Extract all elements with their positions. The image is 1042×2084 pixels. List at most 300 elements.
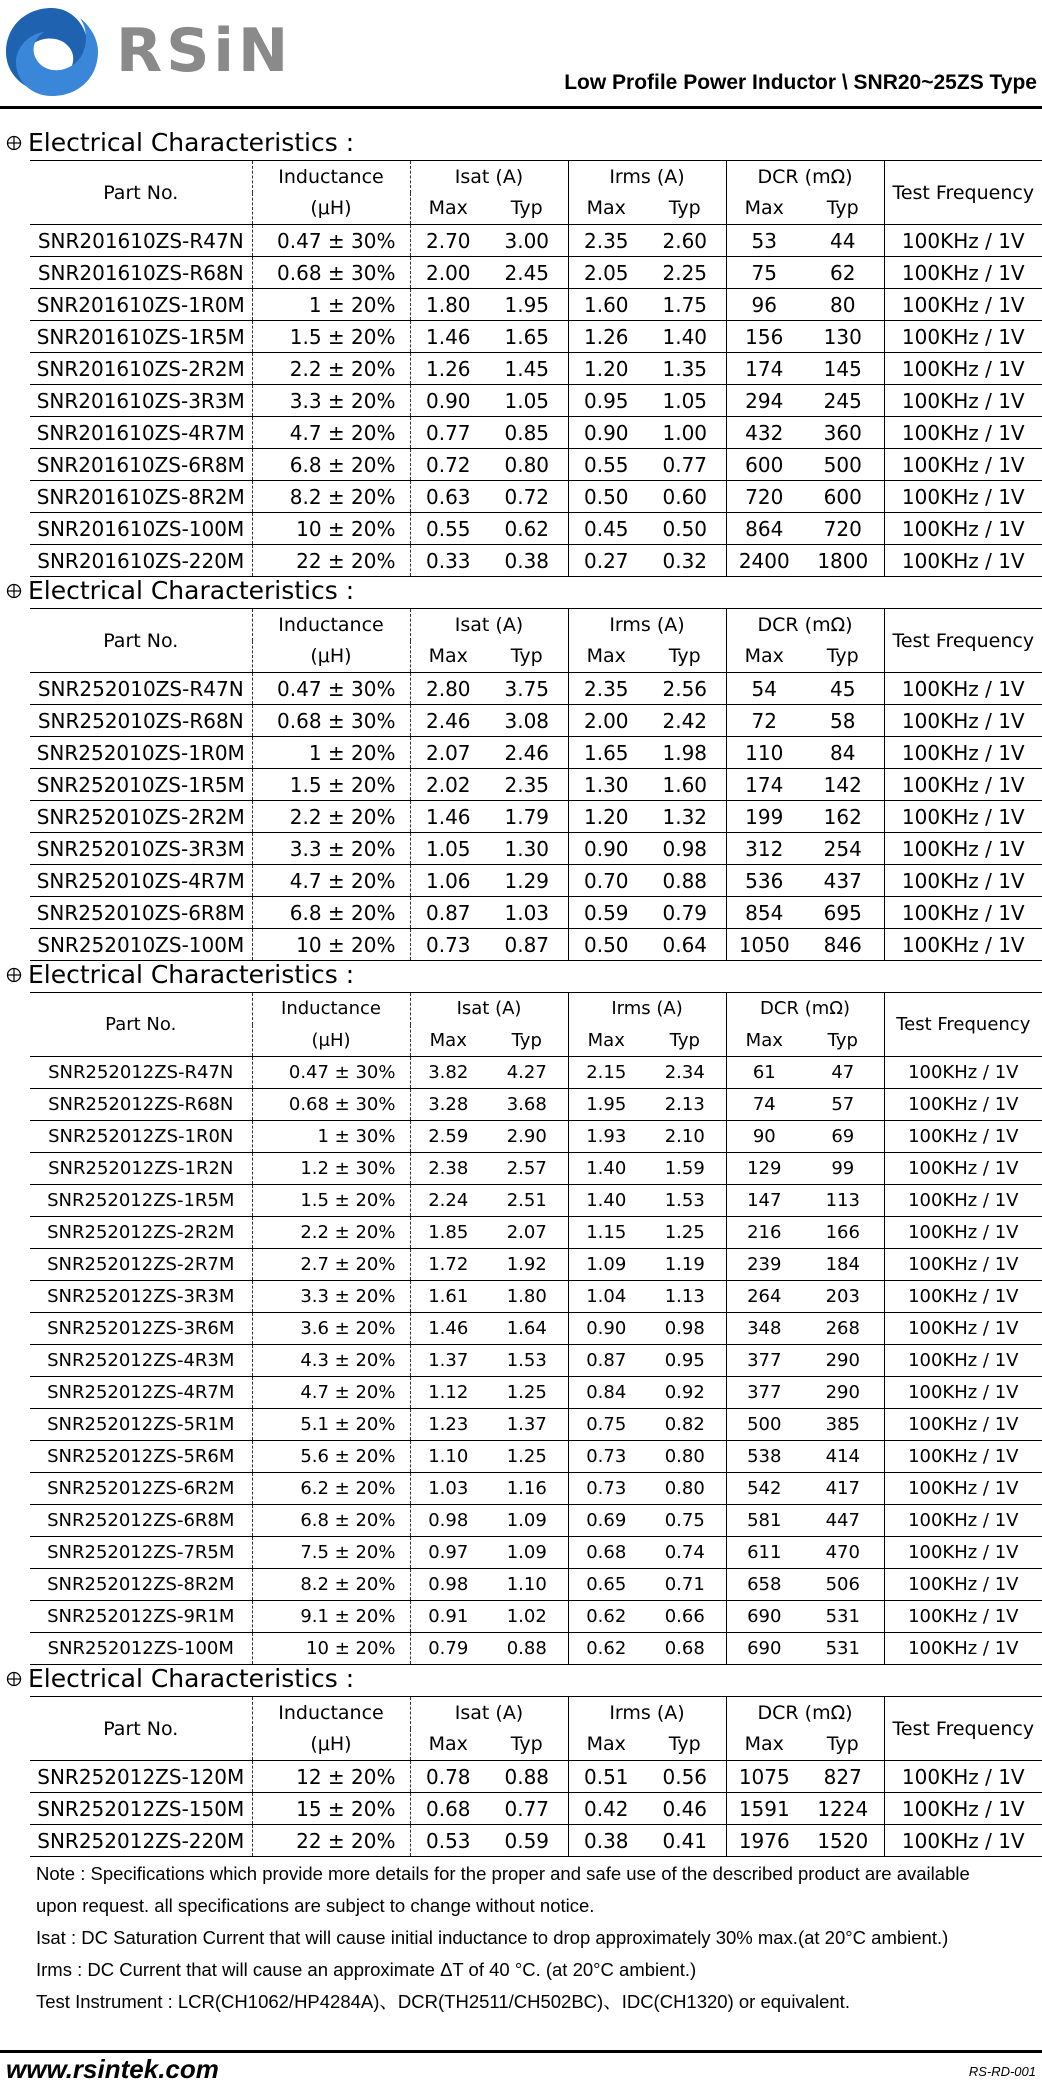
cell-irms-max: 0.50 bbox=[568, 481, 644, 513]
cell-isat-typ: 2.45 bbox=[486, 257, 568, 289]
cell-dcr-max: 690 bbox=[726, 1601, 802, 1633]
cell-isat-typ: 0.87 bbox=[486, 929, 568, 961]
cell-part-number: SNR252012ZS-4R3M bbox=[30, 1345, 252, 1377]
section-title-text: Electrical Characteristics : bbox=[28, 960, 355, 989]
table-row bbox=[30, 353, 1042, 385]
cell-inductance: 3.3 ± 20% bbox=[252, 385, 410, 417]
brand-name: RSiN bbox=[116, 16, 293, 86]
cell-part-number: SNR252010ZS-6R8M bbox=[30, 897, 252, 929]
header-inductance: Inductance bbox=[252, 1697, 410, 1729]
cell-test-frequency: 100KHz / 1V bbox=[884, 417, 1042, 449]
cell-inductance: 10 ± 20% bbox=[252, 929, 410, 961]
header-irms: Irms (A) bbox=[568, 161, 726, 193]
header-part-no: Part No. bbox=[30, 993, 252, 1057]
cell-isat-typ: 0.88 bbox=[486, 1633, 568, 1665]
cell-dcr-max: 690 bbox=[726, 1633, 802, 1665]
cell-dcr-max: 96 bbox=[726, 289, 802, 321]
table-row bbox=[30, 1281, 1042, 1313]
cell-part-number: SNR252012ZS-3R3M bbox=[30, 1281, 252, 1313]
cell-dcr-typ: 162 bbox=[802, 801, 884, 833]
cell-dcr-max: 1976 bbox=[726, 1825, 802, 1857]
table-row bbox=[30, 737, 1042, 769]
cell-isat-max: 0.91 bbox=[410, 1601, 486, 1633]
cell-dcr-typ: 695 bbox=[802, 897, 884, 929]
cell-test-frequency: 100KHz / 1V bbox=[884, 1761, 1042, 1793]
cell-inductance: 1.5 ± 20% bbox=[252, 321, 410, 353]
header-dcr-max: Max bbox=[726, 193, 802, 225]
cell-isat-typ: 1.95 bbox=[486, 289, 568, 321]
cell-dcr-max: 110 bbox=[726, 737, 802, 769]
cell-inductance: 9.1 ± 20% bbox=[252, 1601, 410, 1633]
cell-part-number: SNR252010ZS-2R2M bbox=[30, 801, 252, 833]
cell-test-frequency: 100KHz / 1V bbox=[884, 545, 1042, 577]
note-line: Irms : DC Current that will cause an approximate ΔT of 40 °C. (at 20°C ambient.) bbox=[36, 1959, 697, 1980]
table-header-row bbox=[30, 993, 1042, 1025]
page-header bbox=[0, 0, 1042, 110]
cell-test-frequency: 100KHz / 1V bbox=[884, 1057, 1042, 1089]
cell-part-number: SNR252012ZS-2R2M bbox=[30, 1217, 252, 1249]
cell-irms-typ: 0.41 bbox=[644, 1825, 726, 1857]
cell-dcr-max: 854 bbox=[726, 897, 802, 929]
cell-irms-typ: 0.77 bbox=[644, 449, 726, 481]
table-row bbox=[30, 449, 1042, 481]
cell-dcr-max: 542 bbox=[726, 1473, 802, 1505]
cell-test-frequency: 100KHz / 1V bbox=[884, 1121, 1042, 1153]
cell-isat-max: 1.10 bbox=[410, 1441, 486, 1473]
cell-dcr-typ: 80 bbox=[802, 289, 884, 321]
cell-dcr-typ: 245 bbox=[802, 385, 884, 417]
table-row bbox=[30, 1409, 1042, 1441]
cell-isat-max: 1.12 bbox=[410, 1377, 486, 1409]
header-inductance-unit: (μH) bbox=[252, 1729, 410, 1761]
cell-irms-typ: 0.46 bbox=[644, 1793, 726, 1825]
cell-isat-typ: 1.25 bbox=[486, 1441, 568, 1473]
table-row bbox=[30, 897, 1042, 929]
cell-irms-max: 0.50 bbox=[568, 929, 644, 961]
cell-dcr-max: 294 bbox=[726, 385, 802, 417]
cell-irms-max: 1.95 bbox=[568, 1089, 644, 1121]
cell-test-frequency: 100KHz / 1V bbox=[884, 481, 1042, 513]
cell-dcr-max: 500 bbox=[726, 1409, 802, 1441]
cell-part-number: SNR201610ZS-1R0M bbox=[30, 289, 252, 321]
cell-irms-typ: 2.60 bbox=[644, 225, 726, 257]
cell-dcr-typ: 57 bbox=[802, 1089, 884, 1121]
cell-inductance: 0.68 ± 30% bbox=[252, 257, 410, 289]
cell-isat-max: 1.46 bbox=[410, 1313, 486, 1345]
cell-dcr-max: 75 bbox=[726, 257, 802, 289]
cell-irms-typ: 1.13 bbox=[644, 1281, 726, 1313]
table-row bbox=[30, 1473, 1042, 1505]
cell-inductance: 22 ± 20% bbox=[252, 1825, 410, 1857]
cell-inductance: 5.6 ± 20% bbox=[252, 1441, 410, 1473]
cell-inductance: 3.6 ± 20% bbox=[252, 1313, 410, 1345]
cell-isat-max: 2.00 bbox=[410, 257, 486, 289]
cell-part-number: SNR252010ZS-3R3M bbox=[30, 833, 252, 865]
cell-irms-typ: 1.32 bbox=[644, 801, 726, 833]
table-row bbox=[30, 1345, 1042, 1377]
cell-dcr-typ: 846 bbox=[802, 929, 884, 961]
cell-isat-max: 0.55 bbox=[410, 513, 486, 545]
cell-test-frequency: 100KHz / 1V bbox=[884, 1601, 1042, 1633]
header-dcr-typ: Typ bbox=[802, 193, 884, 225]
header-inductance: Inductance bbox=[252, 993, 410, 1025]
cell-part-number: SNR252010ZS-4R7M bbox=[30, 865, 252, 897]
cell-part-number: SNR201610ZS-100M bbox=[30, 513, 252, 545]
table-row bbox=[30, 1249, 1042, 1281]
cell-isat-typ: 1.16 bbox=[486, 1473, 568, 1505]
cell-isat-typ: 1.29 bbox=[486, 865, 568, 897]
header-irms-max: Max bbox=[568, 193, 644, 225]
cell-dcr-typ: 130 bbox=[802, 321, 884, 353]
table-row bbox=[30, 1217, 1042, 1249]
cell-isat-max: 3.28 bbox=[410, 1089, 486, 1121]
cell-part-number: SNR201610ZS-220M bbox=[30, 545, 252, 577]
cell-part-number: SNR252012ZS-R68N bbox=[30, 1089, 252, 1121]
cell-irms-max: 1.65 bbox=[568, 737, 644, 769]
cell-irms-max: 0.73 bbox=[568, 1441, 644, 1473]
cell-dcr-max: 348 bbox=[726, 1313, 802, 1345]
cell-irms-typ: 0.50 bbox=[644, 513, 726, 545]
cell-part-number: SNR201610ZS-4R7M bbox=[30, 417, 252, 449]
header-isat-max: Max bbox=[410, 193, 486, 225]
table-row bbox=[30, 865, 1042, 897]
cell-isat-typ: 1.65 bbox=[486, 321, 568, 353]
cell-part-number: SNR252012ZS-8R2M bbox=[30, 1569, 252, 1601]
cell-isat-typ: 3.00 bbox=[486, 225, 568, 257]
cell-isat-typ: 1.03 bbox=[486, 897, 568, 929]
cell-isat-max: 1.72 bbox=[410, 1249, 486, 1281]
cell-dcr-typ: 1520 bbox=[802, 1825, 884, 1857]
header-test-frequency: Test Frequency bbox=[884, 609, 1042, 673]
cell-isat-max: 0.90 bbox=[410, 385, 486, 417]
cell-isat-typ: 0.85 bbox=[486, 417, 568, 449]
cell-test-frequency: 100KHz / 1V bbox=[884, 897, 1042, 929]
table-row bbox=[30, 801, 1042, 833]
cell-test-frequency: 100KHz / 1V bbox=[884, 1473, 1042, 1505]
header-divider bbox=[0, 106, 1042, 109]
cell-irms-typ: 0.88 bbox=[644, 865, 726, 897]
cell-part-number: SNR252012ZS-1R5M bbox=[30, 1185, 252, 1217]
cell-dcr-typ: 417 bbox=[802, 1473, 884, 1505]
notes-block bbox=[36, 1858, 1036, 2018]
cell-inductance: 1.2 ± 30% bbox=[252, 1153, 410, 1185]
header-isat: Isat (A) bbox=[410, 161, 568, 193]
cell-test-frequency: 100KHz / 1V bbox=[884, 705, 1042, 737]
cell-irms-typ: 0.71 bbox=[644, 1569, 726, 1601]
cell-test-frequency: 100KHz / 1V bbox=[884, 1153, 1042, 1185]
cell-dcr-typ: 1224 bbox=[802, 1793, 884, 1825]
header-dcr-typ: Typ bbox=[802, 1025, 884, 1057]
crosshair-circle-icon bbox=[6, 967, 22, 983]
cell-test-frequency: 100KHz / 1V bbox=[884, 225, 1042, 257]
cell-isat-typ: 0.80 bbox=[486, 449, 568, 481]
document-code: RS-RD-001 bbox=[968, 2064, 1036, 2079]
cell-dcr-typ: 184 bbox=[802, 1249, 884, 1281]
header-irms: Irms (A) bbox=[568, 609, 726, 641]
header-part-no: Part No. bbox=[30, 161, 252, 225]
cell-irms-max: 1.26 bbox=[568, 321, 644, 353]
header-dcr-max: Max bbox=[726, 641, 802, 673]
cell-dcr-max: 312 bbox=[726, 833, 802, 865]
cell-irms-typ: 2.42 bbox=[644, 705, 726, 737]
section-title bbox=[6, 576, 354, 606]
cell-inductance: 4.7 ± 20% bbox=[252, 865, 410, 897]
cell-irms-typ: 1.25 bbox=[644, 1217, 726, 1249]
cell-isat-typ: 0.59 bbox=[486, 1825, 568, 1857]
cell-isat-typ: 1.02 bbox=[486, 1601, 568, 1633]
header-irms-typ: Typ bbox=[644, 1729, 726, 1761]
cell-dcr-max: 74 bbox=[726, 1089, 802, 1121]
cell-isat-typ: 3.75 bbox=[486, 673, 568, 705]
cell-isat-max: 2.80 bbox=[410, 673, 486, 705]
cell-irms-max: 1.40 bbox=[568, 1153, 644, 1185]
table-row bbox=[30, 1569, 1042, 1601]
cell-irms-max: 0.84 bbox=[568, 1377, 644, 1409]
cell-isat-typ: 1.25 bbox=[486, 1377, 568, 1409]
cell-inductance: 1.5 ± 20% bbox=[252, 769, 410, 801]
cell-dcr-max: 156 bbox=[726, 321, 802, 353]
cell-isat-typ: 1.64 bbox=[486, 1313, 568, 1345]
crosshair-circle-icon bbox=[6, 583, 22, 599]
cell-part-number: SNR252012ZS-4R7M bbox=[30, 1377, 252, 1409]
electrical-characteristics-table bbox=[30, 992, 1042, 1665]
cell-isat-max: 1.06 bbox=[410, 865, 486, 897]
cell-dcr-typ: 1800 bbox=[802, 545, 884, 577]
cell-dcr-max: 216 bbox=[726, 1217, 802, 1249]
cell-dcr-typ: 720 bbox=[802, 513, 884, 545]
cell-isat-typ: 2.35 bbox=[486, 769, 568, 801]
cell-inductance: 0.68 ± 30% bbox=[252, 1089, 410, 1121]
section-title-text: Electrical Characteristics : bbox=[28, 576, 355, 605]
cell-dcr-max: 129 bbox=[726, 1153, 802, 1185]
cell-dcr-max: 90 bbox=[726, 1121, 802, 1153]
table-row bbox=[30, 1601, 1042, 1633]
cell-isat-max: 1.26 bbox=[410, 353, 486, 385]
cell-irms-typ: 1.60 bbox=[644, 769, 726, 801]
cell-test-frequency: 100KHz / 1V bbox=[884, 1569, 1042, 1601]
cell-isat-typ: 1.45 bbox=[486, 353, 568, 385]
cell-isat-max: 0.79 bbox=[410, 1633, 486, 1665]
cell-inductance: 7.5 ± 20% bbox=[252, 1537, 410, 1569]
header-isat-typ: Typ bbox=[486, 1025, 568, 1057]
header-irms-max: Max bbox=[568, 641, 644, 673]
cell-test-frequency: 100KHz / 1V bbox=[884, 353, 1042, 385]
cell-part-number: SNR252012ZS-2R7M bbox=[30, 1249, 252, 1281]
cell-irms-typ: 0.80 bbox=[644, 1441, 726, 1473]
cell-isat-max: 0.98 bbox=[410, 1505, 486, 1537]
cell-dcr-typ: 506 bbox=[802, 1569, 884, 1601]
table-row bbox=[30, 929, 1042, 961]
cell-dcr-max: 538 bbox=[726, 1441, 802, 1473]
cell-irms-typ: 0.64 bbox=[644, 929, 726, 961]
header-inductance-unit: (μH) bbox=[252, 1025, 410, 1057]
cell-dcr-typ: 58 bbox=[802, 705, 884, 737]
header-irms: Irms (A) bbox=[568, 1697, 726, 1729]
cell-inductance: 0.47 ± 30% bbox=[252, 673, 410, 705]
cell-irms-max: 0.51 bbox=[568, 1761, 644, 1793]
cell-dcr-typ: 203 bbox=[802, 1281, 884, 1313]
cell-isat-max: 0.98 bbox=[410, 1569, 486, 1601]
header-inductance: Inductance bbox=[252, 161, 410, 193]
cell-irms-typ: 0.98 bbox=[644, 1313, 726, 1345]
cell-inductance: 0.47 ± 30% bbox=[252, 225, 410, 257]
cell-irms-max: 0.45 bbox=[568, 513, 644, 545]
cell-irms-max: 1.09 bbox=[568, 1249, 644, 1281]
cell-irms-max: 0.70 bbox=[568, 865, 644, 897]
cell-inductance: 2.2 ± 20% bbox=[252, 801, 410, 833]
cell-isat-max: 0.73 bbox=[410, 929, 486, 961]
cell-dcr-typ: 531 bbox=[802, 1633, 884, 1665]
cell-inductance: 4.3 ± 20% bbox=[252, 1345, 410, 1377]
cell-dcr-max: 377 bbox=[726, 1345, 802, 1377]
cell-isat-typ: 1.80 bbox=[486, 1281, 568, 1313]
cell-irms-typ: 1.40 bbox=[644, 321, 726, 353]
table-row bbox=[30, 1185, 1042, 1217]
cell-isat-max: 0.63 bbox=[410, 481, 486, 513]
cell-isat-max: 0.72 bbox=[410, 449, 486, 481]
section-title-text: Electrical Characteristics : bbox=[28, 1664, 355, 1693]
table-row bbox=[30, 289, 1042, 321]
table-row bbox=[30, 769, 1042, 801]
cell-part-number: SNR252012ZS-7R5M bbox=[30, 1537, 252, 1569]
cell-dcr-typ: 99 bbox=[802, 1153, 884, 1185]
cell-dcr-typ: 470 bbox=[802, 1537, 884, 1569]
cell-test-frequency: 100KHz / 1V bbox=[884, 449, 1042, 481]
cell-irms-max: 0.62 bbox=[568, 1633, 644, 1665]
cell-dcr-max: 864 bbox=[726, 513, 802, 545]
website-link[interactable]: www.rsintek.com bbox=[6, 2054, 219, 2084]
cell-part-number: SNR252012ZS-3R6M bbox=[30, 1313, 252, 1345]
cell-irms-typ: 1.05 bbox=[644, 385, 726, 417]
cell-inductance: 8.2 ± 20% bbox=[252, 1569, 410, 1601]
cell-isat-max: 3.82 bbox=[410, 1057, 486, 1089]
header-test-frequency: Test Frequency bbox=[884, 1697, 1042, 1761]
cell-inductance: 10 ± 20% bbox=[252, 513, 410, 545]
table-row bbox=[30, 1089, 1042, 1121]
cell-irms-max: 0.75 bbox=[568, 1409, 644, 1441]
cell-dcr-max: 536 bbox=[726, 865, 802, 897]
cell-part-number: SNR252010ZS-R47N bbox=[30, 673, 252, 705]
cell-irms-typ: 2.56 bbox=[644, 673, 726, 705]
cell-isat-max: 0.53 bbox=[410, 1825, 486, 1857]
cell-isat-max: 1.03 bbox=[410, 1473, 486, 1505]
cell-irms-max: 0.55 bbox=[568, 449, 644, 481]
cell-test-frequency: 100KHz / 1V bbox=[884, 321, 1042, 353]
cell-part-number: SNR252012ZS-1R2N bbox=[30, 1153, 252, 1185]
header-isat: Isat (A) bbox=[410, 993, 568, 1025]
header-inductance-unit: (μH) bbox=[252, 193, 410, 225]
table-row bbox=[30, 833, 1042, 865]
cell-test-frequency: 100KHz / 1V bbox=[884, 1409, 1042, 1441]
section-title bbox=[6, 1664, 354, 1694]
cell-irms-max: 0.65 bbox=[568, 1569, 644, 1601]
cell-dcr-typ: 47 bbox=[802, 1057, 884, 1089]
cell-irms-max: 1.15 bbox=[568, 1217, 644, 1249]
cell-inductance: 6.8 ± 20% bbox=[252, 449, 410, 481]
cell-irms-typ: 2.13 bbox=[644, 1089, 726, 1121]
cell-isat-typ: 1.79 bbox=[486, 801, 568, 833]
cell-isat-typ: 2.57 bbox=[486, 1153, 568, 1185]
cell-irms-max: 0.62 bbox=[568, 1601, 644, 1633]
header-dcr: DCR (mΩ) bbox=[726, 161, 884, 193]
header-isat: Isat (A) bbox=[410, 609, 568, 641]
cell-dcr-typ: 62 bbox=[802, 257, 884, 289]
cell-irms-typ: 1.75 bbox=[644, 289, 726, 321]
cell-isat-typ: 0.77 bbox=[486, 1793, 568, 1825]
cell-irms-max: 2.35 bbox=[568, 673, 644, 705]
cell-test-frequency: 100KHz / 1V bbox=[884, 1185, 1042, 1217]
table-row bbox=[30, 1761, 1042, 1793]
table-row bbox=[30, 1377, 1042, 1409]
table-header-row bbox=[30, 1697, 1042, 1729]
cell-part-number: SNR252012ZS-220M bbox=[30, 1825, 252, 1857]
cell-isat-max: 1.46 bbox=[410, 321, 486, 353]
table-row bbox=[30, 545, 1042, 577]
cell-isat-typ: 2.51 bbox=[486, 1185, 568, 1217]
note-line: upon request. all specifications are subject to change without notice. bbox=[36, 1895, 595, 1916]
cell-isat-max: 1.80 bbox=[410, 289, 486, 321]
cell-irms-typ: 1.19 bbox=[644, 1249, 726, 1281]
header-isat-max: Max bbox=[410, 1729, 486, 1761]
header-dcr: DCR (mΩ) bbox=[726, 993, 884, 1025]
cell-test-frequency: 100KHz / 1V bbox=[884, 513, 1042, 545]
cell-dcr-typ: 69 bbox=[802, 1121, 884, 1153]
cell-irms-typ: 0.66 bbox=[644, 1601, 726, 1633]
header-dcr: DCR (mΩ) bbox=[726, 609, 884, 641]
header-dcr-typ: Typ bbox=[802, 1729, 884, 1761]
table-row bbox=[30, 481, 1042, 513]
cell-dcr-max: 581 bbox=[726, 1505, 802, 1537]
cell-irms-max: 0.90 bbox=[568, 833, 644, 865]
cell-dcr-typ: 166 bbox=[802, 1217, 884, 1249]
cell-part-number: SNR252012ZS-9R1M bbox=[30, 1601, 252, 1633]
cell-irms-max: 0.90 bbox=[568, 417, 644, 449]
cell-test-frequency: 100KHz / 1V bbox=[884, 385, 1042, 417]
table-row bbox=[30, 225, 1042, 257]
section-title bbox=[6, 960, 354, 990]
cell-isat-typ: 0.88 bbox=[486, 1761, 568, 1793]
cell-dcr-max: 1591 bbox=[726, 1793, 802, 1825]
header-irms-typ: Typ bbox=[644, 193, 726, 225]
cell-irms-max: 0.90 bbox=[568, 1313, 644, 1345]
cell-test-frequency: 100KHz / 1V bbox=[884, 1441, 1042, 1473]
table-row bbox=[30, 417, 1042, 449]
table-row bbox=[30, 705, 1042, 737]
cell-part-number: SNR252012ZS-120M bbox=[30, 1761, 252, 1793]
cell-part-number: SNR252012ZS-6R8M bbox=[30, 1505, 252, 1537]
document-title: Low Profile Power Inductor \ SNR20~25ZS Type bbox=[564, 71, 1037, 94]
cell-dcr-max: 600 bbox=[726, 449, 802, 481]
header-dcr-max: Max bbox=[726, 1025, 802, 1057]
cell-part-number: SNR201610ZS-3R3M bbox=[30, 385, 252, 417]
cell-test-frequency: 100KHz / 1V bbox=[884, 1345, 1042, 1377]
cell-irms-max: 0.73 bbox=[568, 1473, 644, 1505]
header-irms-typ: Typ bbox=[644, 641, 726, 673]
cell-irms-typ: 1.59 bbox=[644, 1153, 726, 1185]
cell-part-number: SNR252012ZS-6R2M bbox=[30, 1473, 252, 1505]
note-line: Isat : DC Saturation Current that will cause initial inductance to drop approximately 30% max.(at 20°C ambient.) bbox=[36, 1927, 949, 1948]
cell-isat-typ: 1.10 bbox=[486, 1569, 568, 1601]
cell-dcr-max: 53 bbox=[726, 225, 802, 257]
cell-isat-max: 2.46 bbox=[410, 705, 486, 737]
cell-part-number: SNR201610ZS-R47N bbox=[30, 225, 252, 257]
cell-dcr-max: 174 bbox=[726, 353, 802, 385]
electrical-characteristics-table bbox=[30, 608, 1042, 961]
cell-part-number: SNR252012ZS-1R0N bbox=[30, 1121, 252, 1153]
cell-inductance: 5.1 ± 20% bbox=[252, 1409, 410, 1441]
cell-dcr-typ: 113 bbox=[802, 1185, 884, 1217]
cell-inductance: 1 ± 20% bbox=[252, 737, 410, 769]
